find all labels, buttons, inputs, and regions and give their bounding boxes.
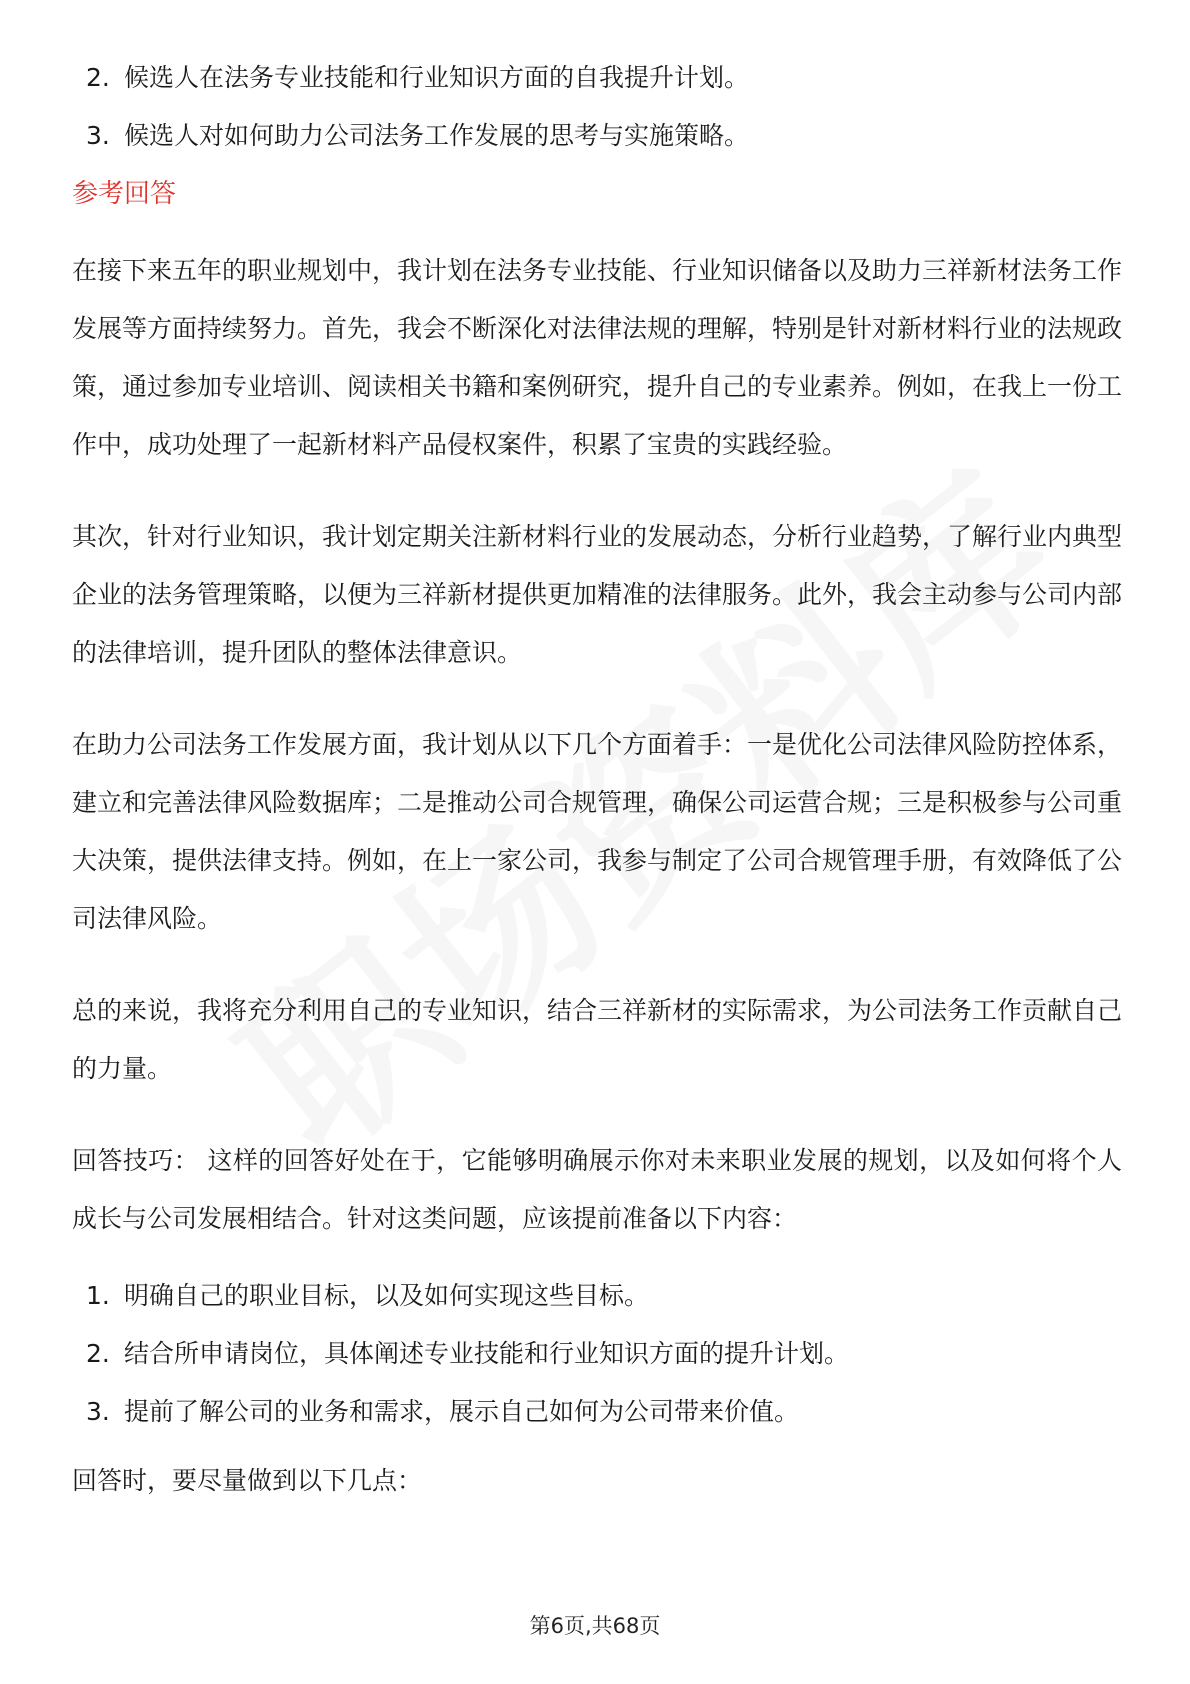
- page-content: [72, 60, 1122, 1544]
- list-item-text: 候选人对如何助力公司法务工作发展的思考与实施策略。: [124, 121, 750, 150]
- list-item: [72, 1278, 1122, 1314]
- answer-paragraph: 总的来说，我将充分利用自己的专业知识，结合三祥新材的实际需求，为公司法务工作贡献自己的力量。: [72, 996, 1123, 1083]
- list-item: [72, 1336, 1122, 1372]
- tips-list: [72, 1278, 1122, 1430]
- list-item-text: 候选人在法务专业技能和行业知识方面的自我提升计划。: [124, 63, 750, 92]
- section-heading: 参考回答: [72, 179, 177, 209]
- criteria-list: [72, 60, 1122, 154]
- page-footer: 第6页,共68页: [529, 1614, 661, 1638]
- list-number: 3.: [86, 121, 110, 150]
- answer-paragraph: 在助力公司法务工作发展方面，我计划从以下几个方面着手：一是优化公司法律风险防控体系，建立和完善法律风险数据库；二是推动公司合规管理，确保公司运营合规；三是积极参与公司重大决策，提供法律支持。例如，在上一家公司，我参与制定了公司合规管理手册，有效降低了公司法律风险。: [72, 730, 1123, 933]
- list-item: [72, 118, 1122, 154]
- tips-paragraph: 回答技巧： 这样的回答好处在于，它能够明确展示你对未来职业发展的规划，以及如何将个人成长与公司发展相结合。针对这类问题，应该提前准备以下内容：: [72, 1146, 1122, 1233]
- list-item: [72, 1394, 1122, 1430]
- list-number: 2.: [86, 63, 110, 92]
- list-number: 3.: [86, 1397, 110, 1426]
- list-number: 2.: [86, 1339, 110, 1368]
- list-item: [72, 60, 1122, 96]
- closing-paragraph: 回答时，要尽量做到以下几点：: [72, 1466, 423, 1495]
- answer-paragraph: 在接下来五年的职业规划中，我计划在法务专业技能、行业知识储备以及助力三祥新材法务工作发展等方面持续努力。首先，我会不断深化对法律法规的理解，特别是针对新材料行业的法规政策，通过参加专业培训、阅读相关书籍和案例研究，提升自己的专业素养。例如，在我上一份工作中，成功处理了一起新材料产品侵权案件，积累了宝贵的实践经验。: [72, 256, 1123, 459]
- list-number: 1.: [86, 1281, 110, 1310]
- answer-paragraph: 其次，针对行业知识，我计划定期关注新材料行业的发展动态，分析行业趋势，了解行业内典型企业的法务管理策略，以便为三祥新材提供更加精准的法律服务。此外，我会主动参与公司内部的法律培训，提升团队的整体法律意识。: [72, 522, 1123, 667]
- list-item-text: 提前了解公司的业务和需求，展示自己如何为公司带来价值。: [124, 1397, 800, 1426]
- list-item-text: 明确自己的职业目标，以及如何实现这些目标。: [124, 1281, 650, 1310]
- list-item-text: 结合所申请岗位，具体阐述专业技能和行业知识方面的提升计划。: [124, 1339, 850, 1368]
